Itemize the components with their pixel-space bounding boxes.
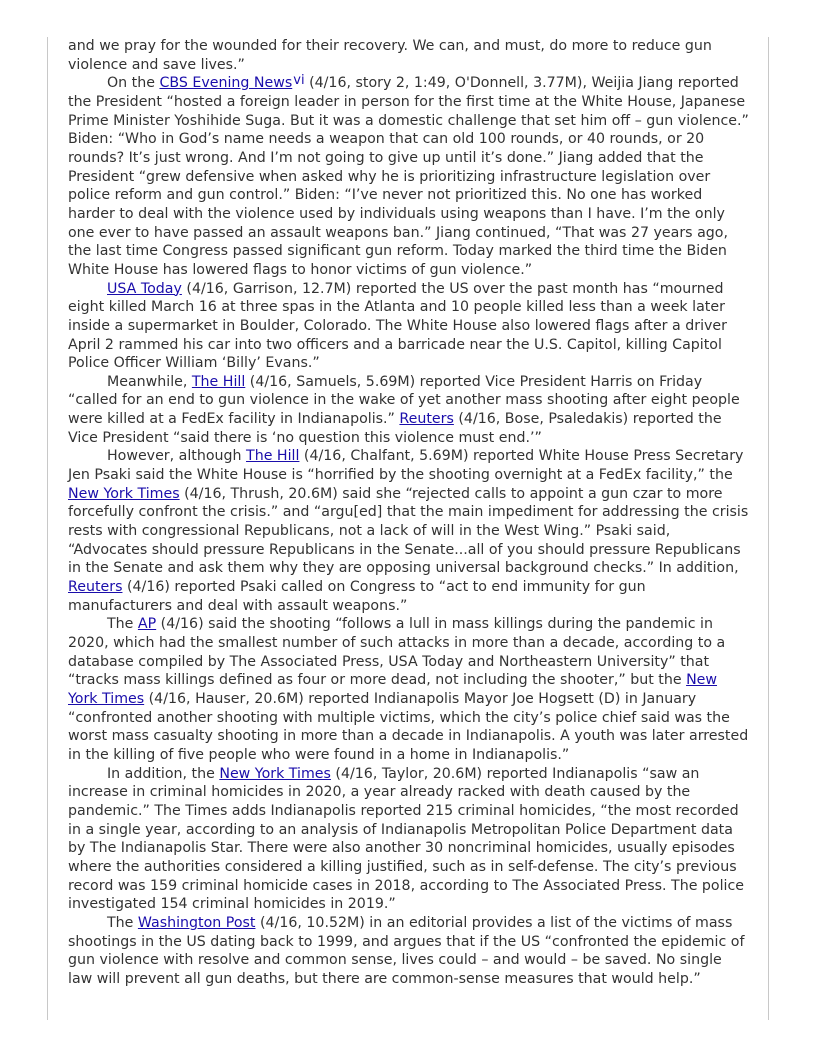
- link-ap[interactable]: AP: [137, 616, 157, 633]
- link-the-hill[interactable]: The Hill: [191, 373, 246, 390]
- link-reuters[interactable]: Reuters: [68, 579, 123, 596]
- link-usa-today[interactable]: USA Today: [107, 280, 182, 297]
- paragraph: On the CBS Evening News$^{vi}$ (4/16, story 2, 1:49, O'Donnell, 3.77M), Weijia Jiang reported the President “hosted a foreign leader in person for the first time at the White House, Japanese Prime Minister Yoshihide Suga. But it was a domestic challenge that set him off – gun violence.” Biden: “Who in God’s name needs a weapon that can old 100 rounds, or 40 rounds, or 20 rounds? It’s just wrong. And I’m not going to give up until it’s done.” Jiang added that the President “grew defensive when asked why he is prioritizing infrastructure legislation over police reform and gun control.” Biden: “I’ve never not prioritized this. No one has worked harder to deal with the violence used by individuals using weapons than I have. I’m the only one ever to have passed an assault weapons ban.” Jiang continued, “That was 27 years ago, the last time Congress passed significant gun reform. Today marked the third time the Biden White House has lowered flags to honor victims of gun violence.”: [68, 73, 749, 278]
- link-the-hill[interactable]: The Hill: [246, 448, 300, 465]
- document-body: [68, 37, 750, 988]
- page-right-border: [768, 37, 769, 1020]
- link-washington-post[interactable]: Washington Post: [137, 914, 256, 931]
- link-reuters[interactable]: Reuters: [399, 411, 454, 428]
- paragraph: and we pray for the wounded for their recovery. We can, and must, do more to reduce gun violence and save lives.”: [68, 38, 712, 73]
- link-new-york-times[interactable]: New York Times: [219, 765, 331, 782]
- paragraph: However, although The Hill (4/16, Chalfant, 5.69M) reported White House Press Secretary Jen Psaki said the White House is “horrified by the shooting overnight at a FedEx facility,” the New York Times (4/16, Thrush, 20.6M) said she “rejected calls to appoint a gun czar to more forcefully confront the crisis.” and “argu[ed] that the main impediment for addressing the crisis rests with congressional Republicans, not a lack of will in the West Wing.” Psaki said, “Advocates should pressure Republicans in the Senate...all of you should pressure Republicans in the Senate and ask them why they are opposing universal background checks.” In addition, Reuters (4/16) reported Psaki called on Congress to “act to end immunity for gun manufacturers and deal with assault weapons.”: [68, 448, 749, 614]
- link-new-york-times[interactable]: New York Times: [68, 672, 718, 707]
- paragraph: The Washington Post (4/16, 10.52M) in an editorial provides a list of the victims of mass shootings in the US dating back to 1999, and argues that if the US “confronted the epidemic of gun violence with resolve and common sense, lives could – and would – be saved. No single law will prevent all gun deaths, but there are common-sense measures that would help.”: [68, 914, 745, 987]
- page-left-border: [47, 37, 48, 1020]
- link-new-york-times[interactable]: New York Times: [68, 485, 180, 502]
- link-cbs-evening-news[interactable]: CBS Evening News: [159, 75, 293, 92]
- footnote-marker: vi: [293, 73, 305, 89]
- paragraph: USA Today (4/16, Garrison, 12.7M) reported the US over the past month has “mourned eight killed March 16 at three spas in the Atlanta and 10 people killed less than a week later inside a supermarket in Boulder, Colorado. The White House also lowered flags after a driver April 2 rammed his car into two officers and a barricade near the U.S. Capitol, killing Capitol Police Officer William ‘Billy’ Evans.”: [68, 280, 727, 372]
- paragraph: Meanwhile, The Hill (4/16, Samuels, 5.69M) reported Vice President Harris on Friday “called for an end to gun violence in the wake of yet another mass shooting after eight people were killed at a FedEx facility in Indianapolis.” Reuters (4/16, Bose, Psaledakis) reported the Vice President “said there is ‘no question this violence must end.’”: [68, 373, 740, 446]
- paragraph: The AP (4/16) said the shooting “follows a lull in mass killings during the pandemic in 2020, which had the smallest number of such attacks in more than a decade, according to a database compiled by The Associated Press, USA Today and Northeastern University” that “tracks mass killings defined as four or more dead, not including the shooter,” but the New York Times (4/16, Hauser, 20.6M) reported Indianapolis Mayor Joe Hogsett (D) in January “confronted another shooting with multiple victims, which the city’s police chief said was the worst mass casualty shooting in more than a decade in Indianapolis. A youth was later arrested in the killing of five people who were found in a home in Indianapolis.”: [68, 616, 749, 763]
- paragraph: In addition, the New York Times (4/16, Taylor, 20.6M) reported Indianapolis “saw an increase in criminal homicides in 2020, a year already racked with death caused by the pandemic.” The Times adds Indianapolis reported 215 criminal homicides, “the most recorded in a single year, according to an analysis of Indianapolis Metropolitan Police Department data by The Indianapolis Star. There were also another 30 noncriminal homicides, usually episodes where the authorities considered a killing justified, such as in self-defense. The city’s previous record was 159 criminal homicide cases in 2018, according to The Associated Press. The police investigated 154 criminal homicides in 2019.”: [68, 765, 745, 913]
